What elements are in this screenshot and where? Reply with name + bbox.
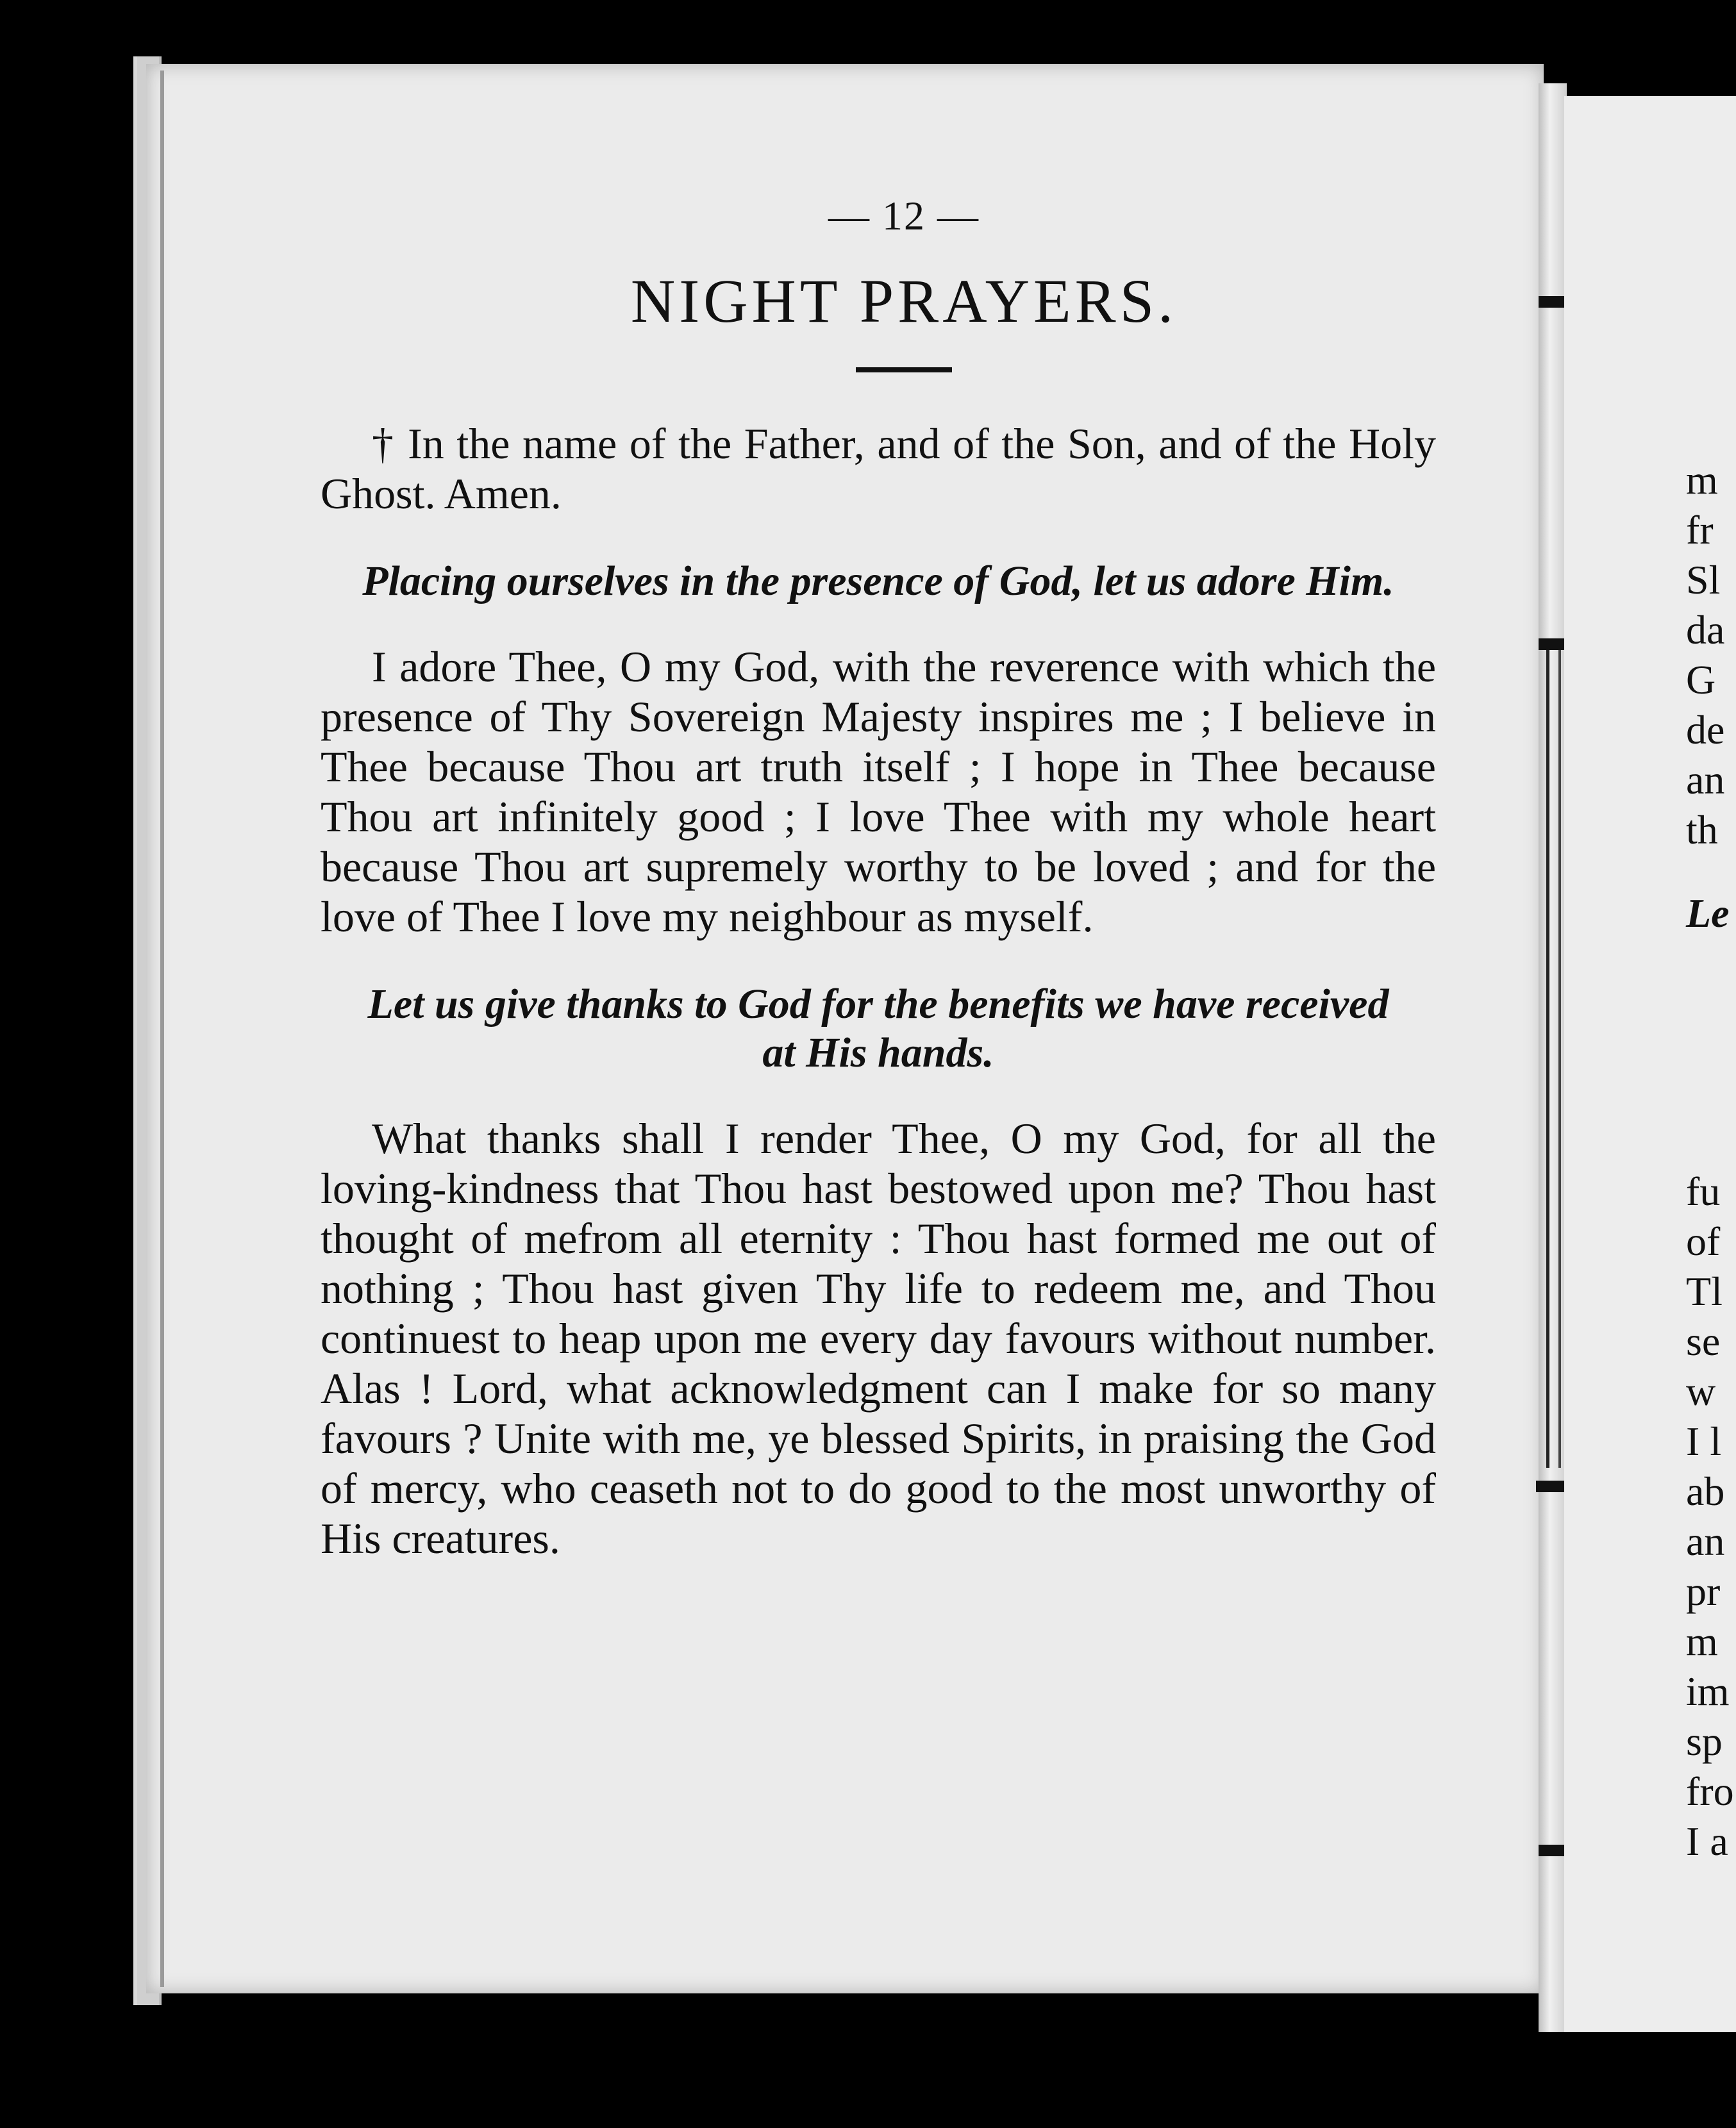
- facing-fragment: fro: [1686, 1768, 1734, 1814]
- facing-fragment: an: [1686, 757, 1725, 802]
- facing-fragment: an: [1686, 1518, 1725, 1564]
- page-edge-line: [160, 71, 164, 1987]
- rubric-adoration: Placing ourselves in the presence of God, let us adore Him.: [362, 558, 1394, 604]
- facing-fragment: Le: [1686, 890, 1730, 936]
- page-text: [321, 192, 1436, 1563]
- page-number: — 12 —: [828, 193, 980, 238]
- facing-fragment: w: [1686, 1368, 1716, 1414]
- page-title: NIGHT PRAYERS.: [630, 267, 1178, 335]
- facing-fragment: da: [1686, 607, 1725, 653]
- facing-fragment: th: [1686, 807, 1718, 852]
- adoration-paragraph: I adore Thee, O my God, with the reverence with which the presence of Thy Sovereign Majesty inspires me ; I believe in Thee because Thou art truth itself ; I hope in Thee because Thou art infinitely good ; I love Thee with my whole heart because Thou art supremely worthy to be loved ; and for the love of Thee I love my neighbour as myself.: [321, 642, 1436, 941]
- facing-fragment: ab: [1686, 1468, 1725, 1514]
- thanksgiving-paragraph: What thanks shall I render Thee, O my God, for all the loving-kindness that Thou hast bestowed upon me? Thou hast thought of mefrom all eternity : Thou hast formed me out of nothing ; Thou hast given Thy life to redeem me, and Thou continuest to heap upon me every day favours without number. Alas ! Lord, what acknowledgment can I make for so many favours ? Unite with me, ye blessed Spirits, in praising the God of mercy, who ceaseth not to do good to the most unworthy of His creatures.: [321, 1114, 1436, 1563]
- binding-stitch: [1536, 1481, 1564, 1492]
- binding-stitch: [1539, 1845, 1567, 1856]
- binding-thread: [1546, 647, 1561, 1468]
- facing-fragment: pr: [1686, 1568, 1721, 1614]
- facing-fragment: m: [1686, 457, 1718, 503]
- binding-stitch: [1539, 296, 1567, 308]
- invocation-paragraph: † In the name of the Father, and of the Son, and of the Holy Ghost. Amen.: [321, 419, 1436, 518]
- facing-fragment: of: [1686, 1218, 1721, 1264]
- facing-fragment: m: [1686, 1618, 1718, 1664]
- facing-fragment: Tl: [1686, 1268, 1723, 1314]
- facing-fragment: sp: [1686, 1718, 1723, 1764]
- facing-fragment: fr: [1686, 507, 1714, 553]
- facing-fragment: I l: [1686, 1418, 1722, 1464]
- title-rule: [856, 367, 952, 372]
- facing-fragment: se: [1686, 1318, 1721, 1364]
- facing-fragment: G: [1686, 657, 1716, 702]
- rubric-thanksgiving: Let us give thanks to God for the benefits we have received at His hands.: [367, 981, 1389, 1076]
- facing-fragment: im: [1686, 1668, 1730, 1714]
- binding-stitch: [1539, 638, 1567, 650]
- facing-fragment: de: [1686, 707, 1725, 752]
- facing-fragment: Sl: [1686, 557, 1721, 603]
- facing-fragment: I a: [1686, 1818, 1728, 1864]
- facing-fragment: fu: [1686, 1168, 1721, 1214]
